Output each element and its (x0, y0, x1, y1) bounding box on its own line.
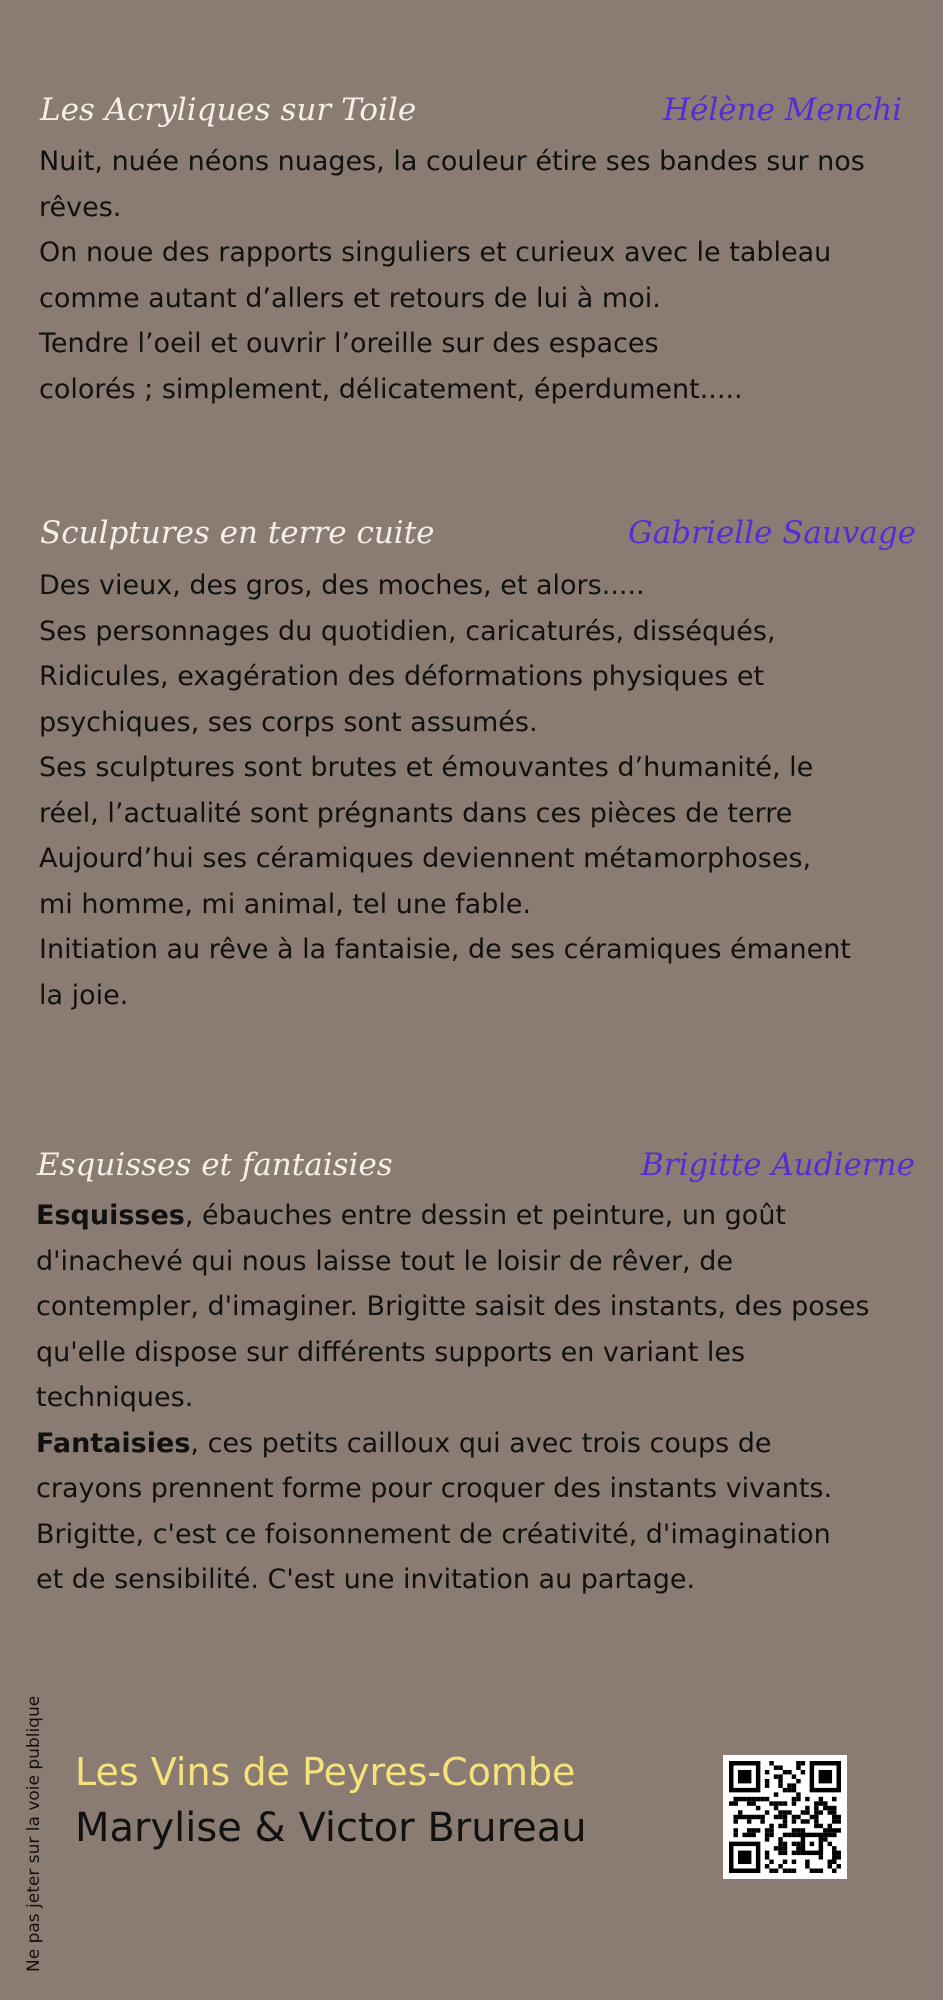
owners-name: Marylise & Victor Brureau (75, 1805, 587, 1851)
text-fragment: , ces petits cailloux qui avec trois coups de (190, 1427, 772, 1459)
text-line: qu'elle dispose sur différents supports en variant les (36, 1336, 746, 1368)
vertical-note: Ne pas jeter sur la voie publique (24, 1695, 44, 1972)
text-line: Ses sculptures sont brutes et émouvantes d’humanité, le (39, 752, 814, 783)
text-line: rêves. (39, 191, 122, 223)
section-text (36, 1193, 916, 1603)
text-line: Nuit, nuée néons nuages, la couleur étire ses bandes sur nos (39, 146, 865, 177)
bold-term: Esquisses (36, 1200, 185, 1231)
text-line: contempler, d'imaginer. Brigitte saisit des instants, des poses (36, 1291, 870, 1322)
text-line (36, 1193, 916, 1239)
text-line: mi homme, mi animal, tel une fable. (39, 888, 532, 920)
section-title: Esquisses et fantaisies (37, 1147, 393, 1183)
text-line: et de sensibilité. C'est une invitation au partage. (36, 1564, 696, 1595)
qr-code-graphic (723, 1755, 847, 1879)
text-line: d'inachevé qui nous laisse tout le loisir de rêver, de (36, 1245, 733, 1277)
section-title: Sculptures en terre cuite (40, 515, 435, 551)
text-line: Ridicules, exagération des déformations physiques et (39, 661, 765, 692)
bold-term: Fantaisies (36, 1427, 191, 1459)
artist-name: Hélène Menchi (663, 92, 903, 128)
text-line: comme autant d’allers et retours de lui à moi. (39, 282, 661, 314)
text-line: Tendre l’oeil et ouvrir l’oreille sur des espaces (39, 328, 659, 359)
text-line: On noue des rapports singuliers et curieux avec le tableau (39, 237, 832, 268)
section-title: Les Acryliques sur Toile (40, 92, 417, 128)
brand-name: Les Vins de Peyres-Combe (75, 1750, 576, 1794)
text-line: la joie. (39, 979, 129, 1011)
artist-name: Brigitte Audierne (641, 1147, 915, 1183)
text-line: Initiation au rêve à la fantaisie, de ses céramiques émanent (39, 934, 851, 965)
text-line: Des vieux, des gros, des moches, et alors..... (39, 570, 645, 601)
artist-name: Gabrielle Sauvage (628, 515, 917, 551)
text-fragment: , ébauches entre dessin et peinture, un goût (184, 1200, 787, 1231)
text-line: colorés ; simplement, délicatement, éperdument..... (39, 373, 743, 405)
section-text (39, 139, 919, 412)
qr-code-icon[interactable] (723, 1755, 847, 1879)
section-text (39, 563, 919, 1018)
text-line: Brigitte, c'est ce foisonnement de créativité, d'imagination (36, 1518, 831, 1550)
text-line: psychiques, ses corps sont assumés. (39, 706, 538, 738)
text-line: réel, l’actualité sont prégnants dans ces pièces de terre (39, 797, 793, 829)
text-line: techniques. (36, 1382, 194, 1413)
text-line: Ses personnages du quotidien, caricaturés, disséqués, (39, 615, 776, 647)
text-line: Aujourd’hui ses céramiques deviennent métamorphoses, (39, 843, 812, 874)
text-line: crayons prennent forme pour croquer des instants vivants. (36, 1473, 833, 1504)
text-line (36, 1421, 916, 1467)
